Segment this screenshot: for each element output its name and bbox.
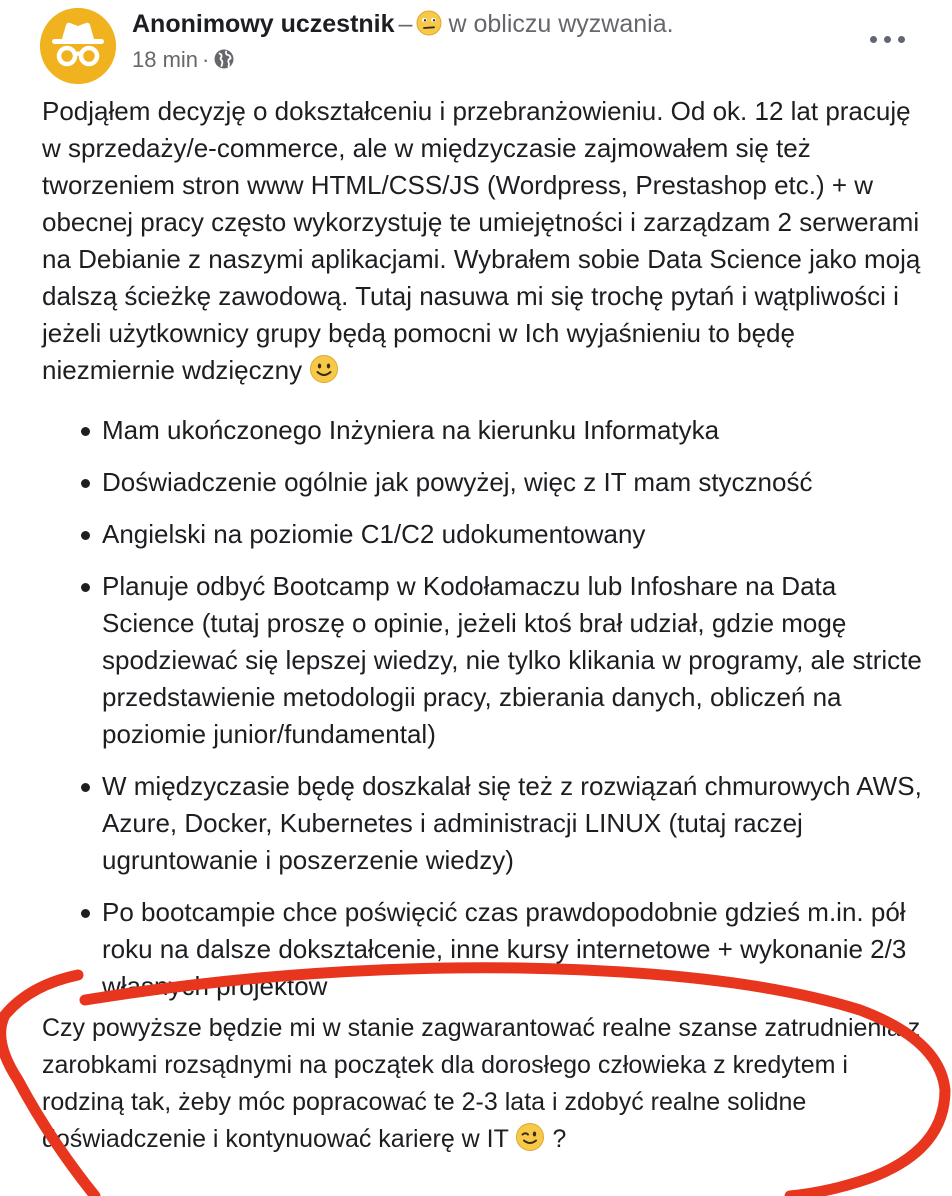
bullet-item: Angielski na poziomie C1/C2 udokumentowany <box>42 516 922 553</box>
author-feeling-separator: – <box>398 10 413 38</box>
post-timestamp[interactable]: 18 min <box>132 47 199 72</box>
bullet-item: Mam ukończonego Inżyniera na kierunku Informatyka <box>42 412 922 449</box>
post-intro <box>42 93 922 394</box>
question-paragraph <box>42 1010 922 1163</box>
question-text: Czy powyższe będzie mi w stanie zagwarantować realne szanse zatrudnienia z zarobkami rozsądnymi na początek dla dorosłego człowieka z kredytem i rodziną tak, żeby móc popracować te 2-3 lata i zdobyć realne solidne doświadczenie i kontynuować karierę w IT <box>42 1014 921 1153</box>
question-mark: ? <box>552 1125 567 1153</box>
anonymous-incognito-icon <box>40 8 116 84</box>
post-body <box>42 93 922 1020</box>
meta-separator: · <box>202 47 210 72</box>
post-meta <box>132 46 235 77</box>
grimacing-face-emoji <box>416 10 442 44</box>
globe-icon[interactable] <box>213 48 235 77</box>
bullet-item: Doświadczenie ogólnie jak powyżej, więc z IT mam styczność <box>42 464 922 501</box>
more-options-icon[interactable] <box>868 28 908 52</box>
feeling-activity[interactable]: w obliczu wyzwania. <box>448 10 674 38</box>
post-intro-text: Podjąłem decyzję o dokształceniu i przebranżowieniu. Od ok. 12 lat pracuję w sprzedaży/e-commerce, ale w międzyczasie zajmowałem się też tworzeniem stron www HTML/CSS/JS (Wordpress, Prestashop etc.) + w obecnej pracy często wykorzystuję te umiejętności i zarządzam 2 serwerami na Debianie z naszymi aplikacjami. Wybrałem sobie Data Science jako moją dalszą ścieżkę zawodową. Tutaj nasuwa mi się trochę pytań i wątpliwości i jeżeli użytkownicy grupy będą pomocni w Ich wyjaśnieniu to będę niezmiernie wdzięczny <box>42 96 921 385</box>
smiling-face-emoji <box>309 354 339 394</box>
bullet-item: Po bootcampie chce poświęcić czas prawdopodobnie gdzieś m.in. pół roku na dalsze dokształcenie, inne kursy internetowe + wykonanie 2/3 własnych projektów <box>42 894 922 1005</box>
bullet-list <box>42 412 922 1005</box>
bullet-item: W międzyczasie będę doszkalał się też z rozwiązań chmurowych AWS, Azure, Docker, Kubernetes i administracji LINUX (tutaj raczej ugruntowanie i poszerzenie wiedzy) <box>42 768 922 879</box>
winking-face-emoji <box>515 1122 545 1163</box>
author-name[interactable]: Anonimowy uczestnik <box>132 10 395 38</box>
author-line <box>132 8 674 44</box>
author-avatar[interactable] <box>40 8 116 84</box>
post-header <box>0 0 952 90</box>
bullet-item: Planuje odbyć Bootcamp w Kodołamaczu lub Infoshare na Data Science (tutaj proszę o opinie, jeżeli ktoś brał udział, gdzie mogę spodziewać się lepszej wiedzy, nie tylko klikania w programy, ale stricte przedstawienie metodologii pracy, zbierania danych, obliczeń na poziomie junior/fundamental) <box>42 568 922 753</box>
